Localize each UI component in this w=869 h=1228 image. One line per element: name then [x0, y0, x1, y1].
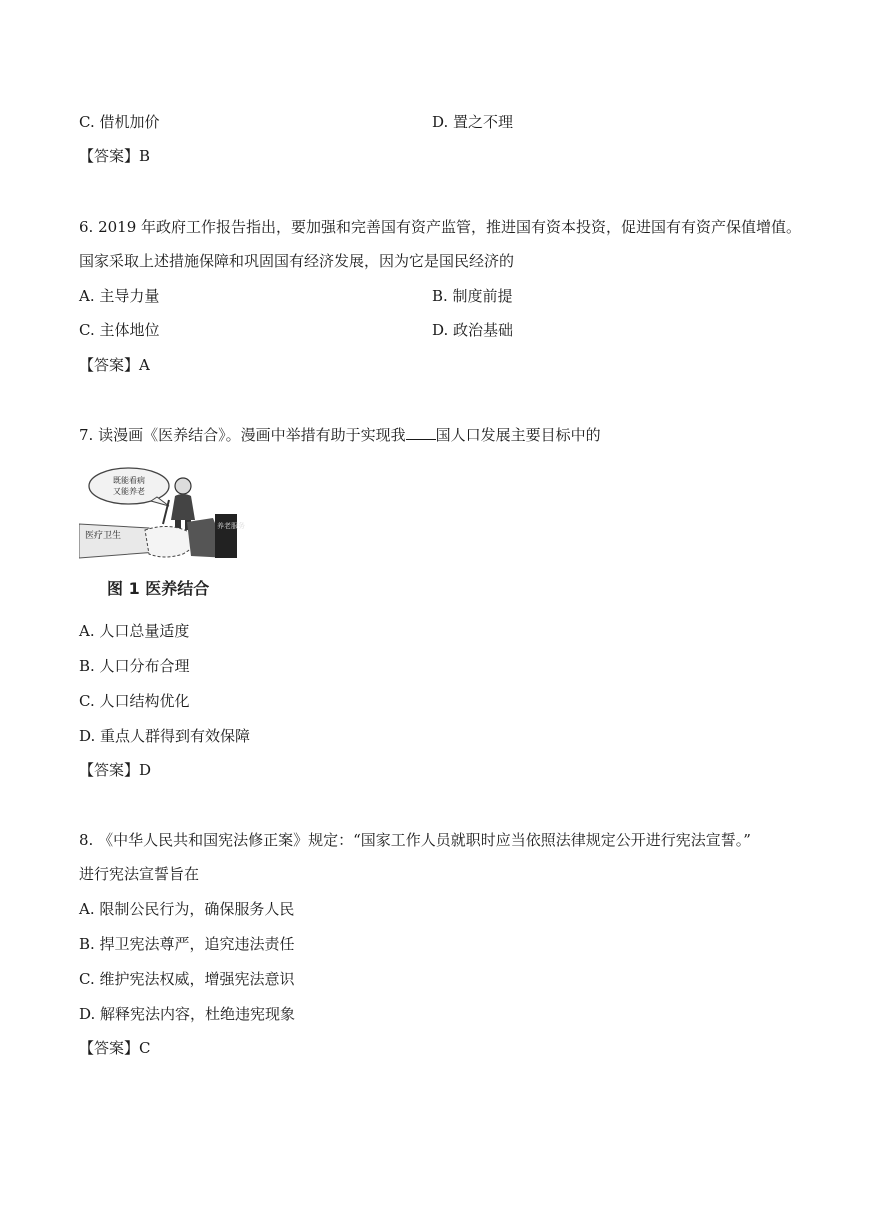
option-c: C. 借机加价 — [79, 113, 160, 131]
question-6-answer: 【答案】A — [79, 356, 150, 374]
question-7-answer: 【答案】D — [79, 761, 152, 779]
question-8-option-d: D. 解释宪法内容，杜绝违宪现象 — [79, 1005, 296, 1023]
question-8-stem-line2: 进行宪法宣誓旨在 — [79, 865, 200, 883]
answer-blank — [406, 425, 436, 440]
option-d: D. 置之不理 — [432, 113, 514, 131]
question-7-stem — [79, 425, 601, 445]
question-6-stem-line1: 6. 2019 年政府工作报告指出，要加强和完善国有资产监管，推进国有资本投资，促进国有有资产保值增值。 — [79, 218, 802, 236]
right-book — [215, 514, 237, 558]
question-7-option-b: B. 人口分布合理 — [79, 657, 190, 675]
left-sleeve — [79, 524, 157, 558]
question-7-option-c: C. 人口结构优化 — [79, 692, 190, 710]
question-6-option-d: D. 政治基础 — [432, 321, 514, 339]
figure-caption: 图 1 医养结合 — [107, 579, 210, 598]
question-7-option-a: A. 人口总量适度 — [79, 622, 190, 640]
elder-body — [171, 494, 195, 520]
elder-head — [175, 478, 191, 494]
question-7-stem-after: 国人口发展主要目标中的 — [435, 426, 601, 444]
question-6-option-b: B. 制度前提 — [432, 287, 513, 305]
left-label: 医疗卫生 — [85, 531, 122, 541]
question-8-option-c: C. 维护宪法权威，增强宪法意识 — [79, 970, 295, 988]
bubble-text-2: 又能养老 — [113, 487, 145, 496]
question-6-stem-line2: 国家采取上述措施保障和巩固国有经济发展，因为它是国民经济的 — [79, 252, 515, 270]
question-6-option-c: C. 主体地位 — [79, 321, 160, 339]
cartoon-figure — [79, 462, 253, 604]
answer-label: 【答案】B — [79, 147, 151, 165]
cartoon-illustration — [79, 462, 253, 604]
question-8-option-a: A. 限制公民行为，确保服务人民 — [79, 900, 295, 918]
question-8-answer: 【答案】C — [79, 1039, 151, 1057]
question-8-option-b: B. 捍卫宪法尊严，追究违法责任 — [79, 935, 295, 953]
question-8-stem-line1: 8. 《中华人民共和国宪法修正案》规定：“国家工作人员就职时应当依照法律规定公开进行宪法宣誓。” — [79, 831, 751, 849]
right-label: 养老服务 — [217, 522, 245, 530]
question-7-option-d: D. 重点人群得到有效保障 — [79, 727, 251, 745]
bubble-text-1: 既能看病 — [113, 476, 145, 485]
question-7-stem-before: 7. 读漫画《医养结合》。漫画中举措有助于实现我 — [79, 426, 406, 444]
question-6-option-a: A. 主导力量 — [79, 287, 160, 305]
